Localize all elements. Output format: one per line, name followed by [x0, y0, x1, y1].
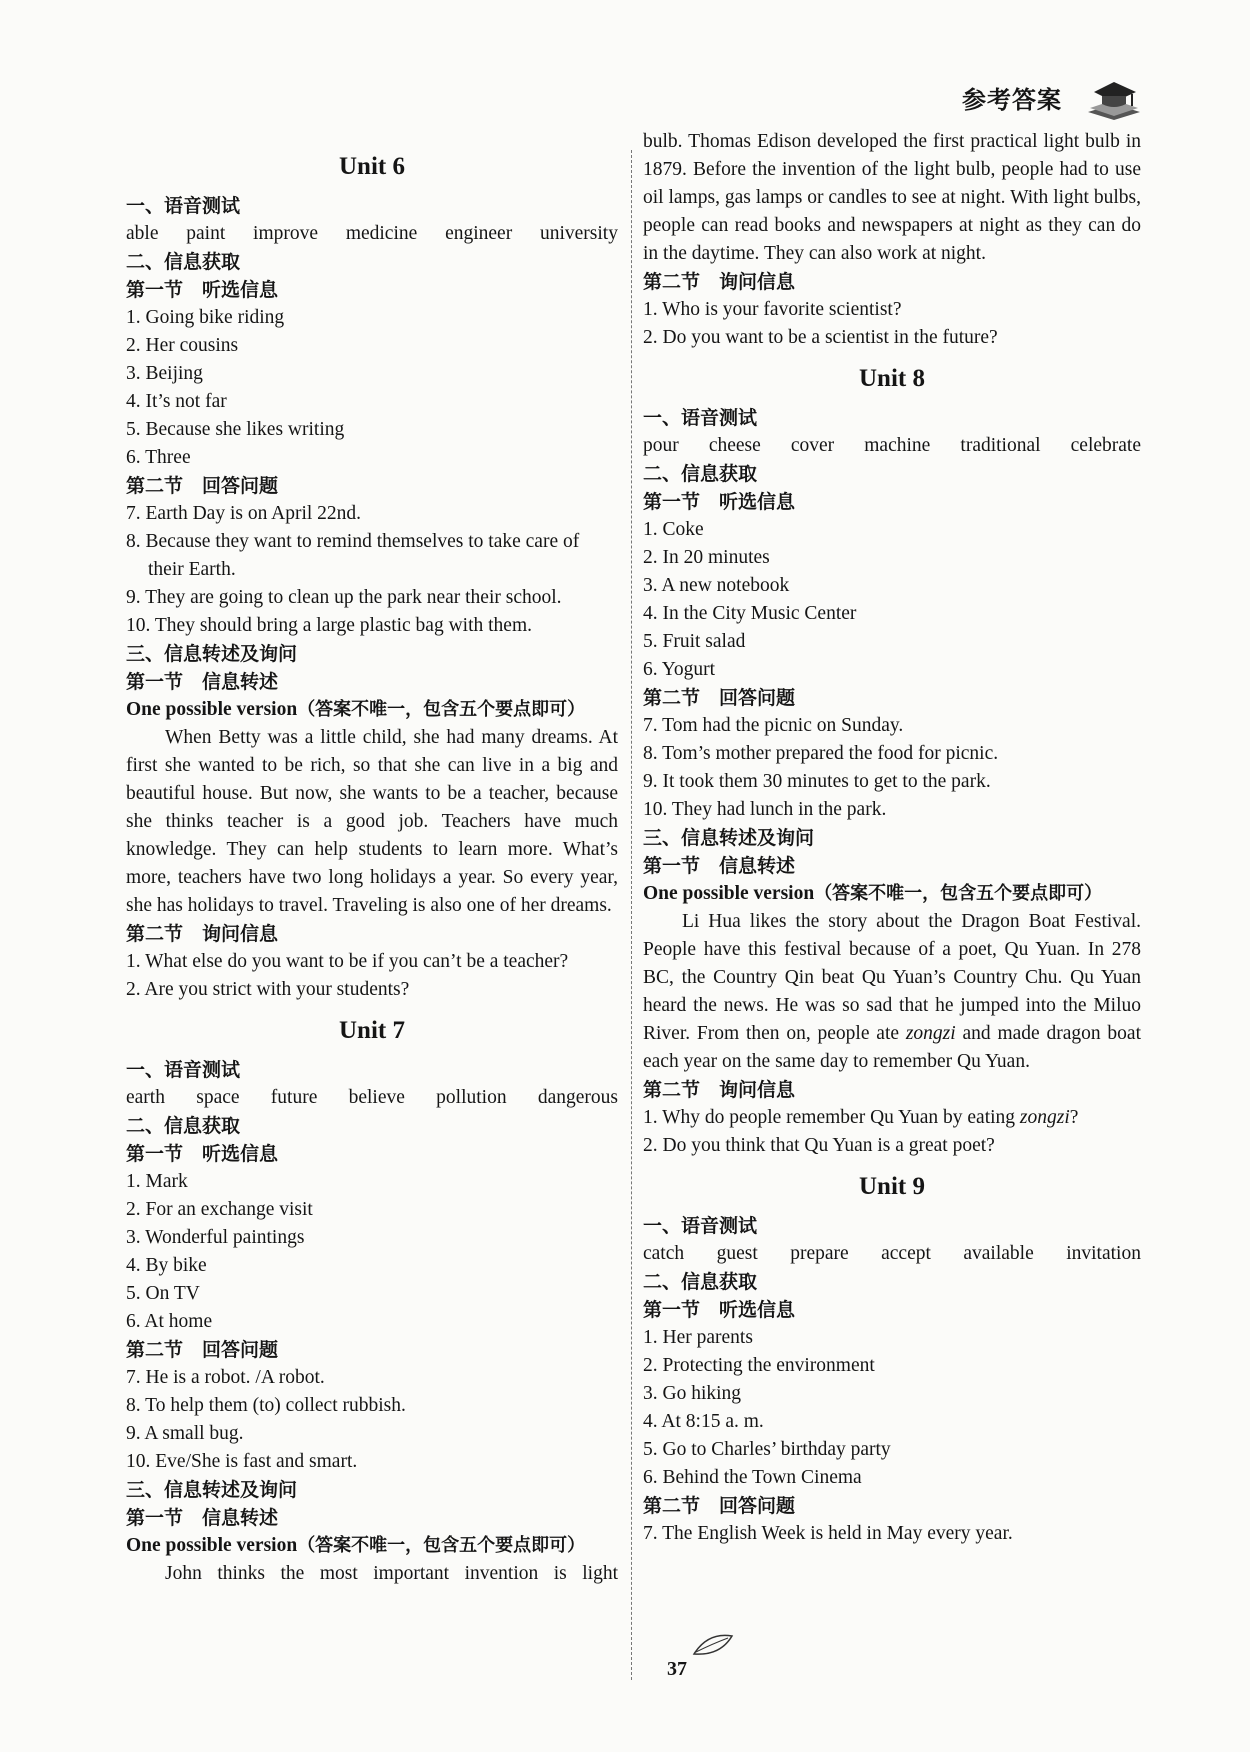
- answer-item: 5. On TV: [126, 1283, 200, 1304]
- answer-item: 10. They should bring a large plastic bag with them.: [126, 615, 532, 636]
- answer-item: 8. Tom’s mother prepared the food for picnic.: [643, 743, 999, 764]
- answer-item: 2. Are you strict with your students?: [126, 979, 410, 1000]
- word: engineer: [445, 223, 513, 244]
- unit7-passage-end: bulb. Thomas Edison developed the first practical light bulb in 1879. Before the invention of the light bulb, people had to use oil lamps, gas lamps or candles to see at night. With light bulbs, people can read books and newspapers at night as they can do in the daytime. They can also work at night.: [643, 131, 1141, 264]
- word: available: [963, 1243, 1034, 1264]
- version-note: （答案不唯一，包含五个要点即可）: [297, 1535, 586, 1556]
- word: machine: [864, 435, 931, 456]
- unit6-passage: When Betty was a little child, she had many dreams. At first she wanted to be rich, so that she can live in a big and beautiful house. But now, she wants to be a teacher, because she thinks teacher is a good job. Teachers have much knowledge. They can help students to learn more. What’s more, teachers have two long holidays a year. So every year, she has holidays to travel. Traveling is also one of her dreams.: [126, 727, 618, 916]
- unit9-section2-heading: 二、信息获取: [643, 1271, 758, 1293]
- answer-item: 5. Because she likes writing: [126, 419, 345, 440]
- unit8-passage: [643, 908, 1141, 1076]
- unit8-part3-heading: 第一节 信息转述: [643, 855, 796, 877]
- unit9-title: Unit 9: [859, 1173, 925, 1200]
- unit7-section3-heading: 三、信息转述及询问: [126, 1479, 298, 1501]
- answer-item: 3. A new notebook: [643, 575, 790, 596]
- answer-item: 2. Do you want to be a scientist in the future?: [643, 327, 998, 348]
- word: paint: [186, 223, 226, 244]
- answer-item: 6. At home: [126, 1311, 213, 1332]
- answer-item: 9. They are going to clean up the park near their school.: [126, 587, 562, 608]
- word: catch: [643, 1243, 685, 1264]
- unit8-section2-heading: 二、信息获取: [643, 463, 758, 485]
- word: accept: [881, 1243, 931, 1264]
- unit6-part2-heading: 第二节 回答问题: [126, 475, 279, 497]
- unit6-section3-heading: 三、信息转述及询问: [126, 643, 298, 665]
- passage-text: Li Hua likes the story about the Dragon Boat Festival. People have this festival because of a poet, Qu Yuan. In 278 BC, the Country Qin beat Qu Yuan’s Country Chu. Qu Yuan heard the news. He was so sad that he jumped into the Miluo River. From then on, people ate: [643, 911, 1141, 1044]
- unit7-part3-heading: 第一节 信息转述: [126, 1507, 279, 1529]
- unit7-version-line: [126, 1532, 618, 1560]
- unit8-title: Unit 8: [859, 365, 925, 392]
- word: improve: [253, 223, 319, 244]
- unit9-part2-heading: 第二节 回答问题: [643, 1495, 796, 1517]
- answer-item: 4. In the City Music Center: [643, 603, 857, 624]
- unit9-section1-heading: 一、语音测试: [643, 1215, 758, 1237]
- unit6-part1-heading: 第一节 听选信息: [126, 279, 279, 301]
- word: guest: [716, 1243, 758, 1264]
- answer-item: 9. It took them 30 minutes to get to the park.: [643, 771, 991, 792]
- version-label: One possible version: [643, 883, 815, 904]
- word: earth: [126, 1087, 165, 1108]
- answer-item: 3. Go hiking: [643, 1383, 742, 1404]
- question-italic: zongzi: [1019, 1107, 1070, 1128]
- answer-item: 1. What else do you want to be if you can’t be a teacher?: [126, 951, 569, 972]
- word: space: [196, 1087, 240, 1108]
- word: prepare: [790, 1243, 849, 1264]
- question-text: ?: [1069, 1107, 1079, 1128]
- answer-item: 5. Go to Charles’ birthday party: [643, 1439, 891, 1460]
- answer-item: 1. Going bike riding: [126, 307, 285, 328]
- unit7-part2-heading: 第二节 回答问题: [126, 1339, 279, 1361]
- unit7-part4-heading: 第二节 询问信息: [643, 271, 796, 293]
- unit8-version-line: [643, 880, 1141, 908]
- answer-item: 3. Wonderful paintings: [126, 1227, 305, 1248]
- page-number: 37: [667, 1658, 687, 1680]
- answer-item: 8. To help them (to) collect rubbish.: [126, 1395, 406, 1416]
- word: cheese: [708, 435, 761, 456]
- word: able: [126, 223, 159, 244]
- word: medicine: [345, 223, 418, 244]
- unit6-section2-heading: 二、信息获取: [126, 251, 241, 273]
- answer-item: 4. At 8:15 a. m.: [643, 1411, 764, 1432]
- word: university: [539, 223, 618, 244]
- answer-item: 9. A small bug.: [126, 1423, 244, 1444]
- answer-item: 2. Protecting the environment: [643, 1355, 875, 1376]
- answer-item: 1. Who is your favorite scientist?: [643, 299, 902, 320]
- word: traditional: [960, 435, 1041, 456]
- unit6-section1-heading: 一、语音测试: [126, 195, 241, 217]
- word: pour: [643, 435, 679, 456]
- answer-item: 10. Eve/She is fast and smart.: [126, 1451, 358, 1472]
- word: future: [270, 1087, 318, 1108]
- word: dangerous: [537, 1087, 618, 1108]
- word: invitation: [1066, 1243, 1141, 1264]
- answer-item: 6. Behind the Town Cinema: [643, 1467, 862, 1488]
- unit8-part4-heading: 第二节 询问信息: [643, 1079, 796, 1101]
- unit8-section1-heading: 一、语音测试: [643, 407, 758, 429]
- answer-item: 1. Her parents: [643, 1327, 753, 1348]
- unit8-phonetic-words: [643, 432, 1141, 460]
- question-text: 1. Why do people remember Qu Yuan by eating: [643, 1107, 1020, 1128]
- column-divider: [631, 150, 632, 1680]
- unit8-part2-heading: 第二节 回答问题: [643, 687, 796, 709]
- answer-item: 5. Fruit salad: [643, 631, 746, 652]
- graduation-cap-books-icon: [1084, 74, 1142, 124]
- answer-item: 10. They had lunch in the park.: [643, 799, 887, 820]
- apple-leaf-icon: [690, 1630, 736, 1658]
- unit7-part1-heading: 第一节 听选信息: [126, 1143, 279, 1165]
- word: celebrate: [1070, 435, 1141, 456]
- unit7-title: Unit 7: [339, 1017, 405, 1044]
- unit7-phonetic-words: [126, 1084, 618, 1112]
- passage-text: and made dragon boat each year on the same day to remember Qu Yuan.: [643, 1023, 1141, 1072]
- unit6-part3-heading: 第一节 信息转述: [126, 671, 279, 693]
- word: pollution: [436, 1087, 507, 1108]
- unit9-part1-heading: 第一节 听选信息: [643, 1299, 796, 1321]
- unit6-phonetic-words: [126, 220, 618, 248]
- unit8-section3-heading: 三、信息转述及询问: [643, 827, 815, 849]
- page-header-title: 参考答案: [962, 86, 1062, 114]
- answer-item: 7. Earth Day is on April 22nd.: [126, 503, 362, 524]
- unit6-version-line: [126, 696, 618, 724]
- word: cover: [790, 435, 835, 456]
- left-column: [126, 140, 618, 1588]
- unit6-part4-heading: 第二节 询问信息: [126, 923, 279, 945]
- answer-item: 4. It’s not far: [126, 391, 227, 412]
- answer-item: 1. Coke: [643, 519, 704, 540]
- version-note: （答案不唯一，包含五个要点即可）: [814, 883, 1103, 904]
- answer-item: 7. Tom had the picnic on Sunday.: [643, 715, 904, 736]
- unit7-section2-heading: 二、信息获取: [126, 1115, 241, 1137]
- answer-item: 8. Because they want to remind themselves to take care of their Earth.: [126, 531, 580, 580]
- answer-item: 7. He is a robot. /A robot.: [126, 1367, 325, 1388]
- answer-item: 2. In 20 minutes: [643, 547, 770, 568]
- unit8-part1-heading: 第一节 听选信息: [643, 491, 796, 513]
- answer-item: 4. By bike: [126, 1255, 207, 1276]
- answer-item: 2. Do you think that Qu Yuan is a great poet?: [643, 1135, 995, 1156]
- answer-item: 2. For an exchange visit: [126, 1199, 313, 1220]
- answer-item: [643, 1104, 1141, 1132]
- unit7-passage-start: John thinks the most important invention is light: [165, 1563, 618, 1584]
- answer-item: 3. Beijing: [126, 363, 203, 384]
- right-column: [643, 128, 1141, 1548]
- answer-item: 2. Her cousins: [126, 335, 239, 356]
- unit6-title: Unit 6: [339, 153, 405, 180]
- unit7-section1-heading: 一、语音测试: [126, 1059, 241, 1081]
- answer-item: 7. The English Week is held in May every year.: [643, 1523, 1013, 1544]
- answer-item: 6. Yogurt: [643, 659, 716, 680]
- version-label: One possible version: [126, 1535, 298, 1556]
- version-note: （答案不唯一，包含五个要点即可）: [297, 699, 586, 720]
- passage-italic: zongzi: [905, 1023, 956, 1044]
- word: believe: [348, 1087, 405, 1108]
- answer-item: 1. Mark: [126, 1171, 188, 1192]
- unit9-phonetic-words: [643, 1240, 1141, 1268]
- answer-item: 6. Three: [126, 447, 191, 468]
- version-label: One possible version: [126, 699, 298, 720]
